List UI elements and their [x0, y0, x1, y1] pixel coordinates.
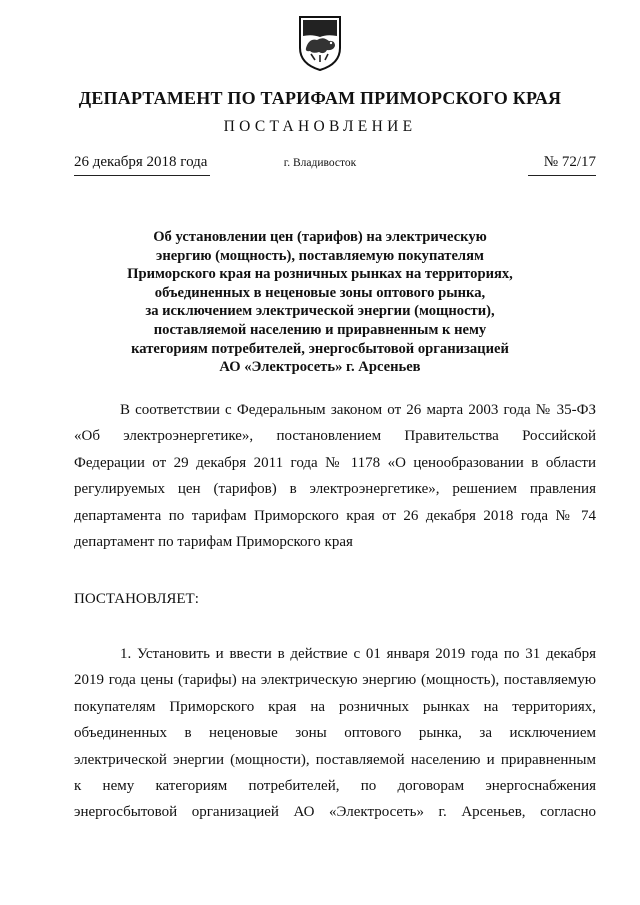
item-1-paragraph: [74, 641, 596, 826]
document-date: 26 декабря 2018 года: [74, 154, 208, 170]
subject-line: энергию (мощность), поставляемую покупателям: [156, 247, 484, 264]
preamble-line: В соответствии с Федеральным законом от 26 марта 2003 года № 35-ФЗ: [120, 402, 596, 418]
document-subject: [110, 228, 530, 377]
subject-line: АО «Электросеть» г. Арсеньев: [219, 359, 421, 376]
date-underline: [74, 175, 210, 176]
document-number: № 72/17: [543, 154, 596, 170]
preamble-paragraph: [74, 397, 596, 555]
subject-line: Приморского края на розничных рынках на территориях,: [127, 266, 513, 283]
subject-line: категориям потребителей, энергосбытовой организацией: [131, 340, 509, 357]
preamble-line: Федерации от 29 декабря 2011 года № 1178 «О ценообразовании в области: [74, 454, 596, 471]
preamble-line: департамента по тарифам Приморского края от 26 декабря 2018 года № 74: [74, 507, 596, 524]
item-line: энергосбытовой организацией АО «Электросеть» г. Арсеньев, согласно: [74, 804, 596, 821]
item-line: объединенных в неценовые зоны оптового рынка, за исключением: [74, 725, 596, 742]
number-underline: [528, 175, 596, 176]
item-line: электрической энергии (мощности), поставляемой населению и приравненным: [74, 751, 596, 768]
subject-line: поставляемой населению и приравненным к нему: [153, 321, 487, 338]
subject-line: Об установлении цен (тарифов) на электрическую: [153, 229, 487, 245]
preamble-line: департамент по тарифам Приморского края: [74, 534, 353, 551]
subject-line: за исключением электрической энергии (мощности),: [145, 303, 495, 320]
coat-of-arms-emblem: [297, 14, 343, 72]
document-type: ПОСТАНОВЛЕНИЕ: [223, 118, 417, 135]
preamble-line: «Об электроэнергетике», постановлением Правительства Российской: [74, 428, 596, 445]
department-title: ДЕПАРТАМЕНТ ПО ТАРИФАМ ПРИМОРСКОГО КРАЯ: [78, 88, 562, 108]
item-line: к нему категориям потребителей, по договорам энергоснабжения: [74, 778, 596, 795]
preamble-line: регулируемых цен (тарифов) в электроэнергетике», решением правления: [74, 481, 596, 498]
item-line: покупателям Приморского края на розничных рынках на территориях,: [74, 698, 596, 715]
item-line: 1. Установить и ввести в действие с 01 января 2019 года по 31 декабря: [120, 646, 596, 662]
subject-line: объединенных в неценовые зоны оптового рынка,: [154, 284, 486, 301]
item-line: 2019 года цены (тарифы) на электрическую энергию (мощность), поставляемую: [74, 672, 596, 689]
document-city: г. Владивосток: [283, 157, 357, 169]
decrees-heading: ПОСТАНОВЛЯЕТ:: [74, 591, 199, 607]
